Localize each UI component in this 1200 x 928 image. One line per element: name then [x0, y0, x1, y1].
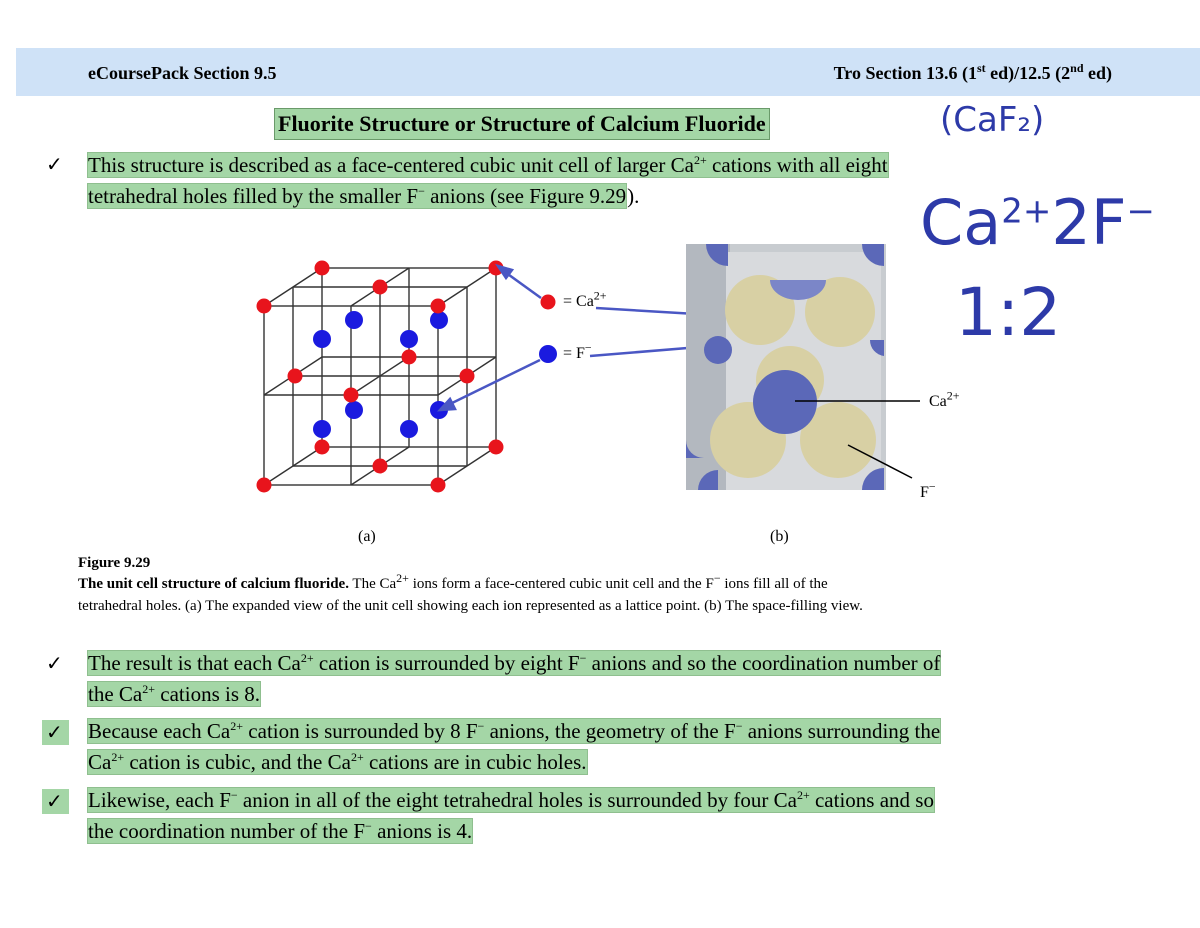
- legend-f-label: = F−: [563, 340, 592, 362]
- header-left-text: eCoursePack Section 9.5: [88, 63, 277, 83]
- bullet-3-text: Because each $Ca^{2+}$ cation is surrounded by 8 F− anions, the geometry of the F− anions surrounding the $Ca^{2+}$ cation is cubic, and the $Ca^{2+}$ cations are in cubic holes.: [88, 719, 941, 774]
- page-title: Fluorite Structure or Structure of Calcium Fluoride: [274, 108, 770, 140]
- b-label-f: F−: [920, 479, 936, 501]
- subfigure-a-label: (a): [358, 528, 376, 545]
- handwritten-formula-note: (CaF₂): [940, 100, 1045, 140]
- check-icon: ✓: [46, 653, 63, 675]
- caption-line-1: The unit cell structure of calcium fluoride. The $Ca^{2+}$ ions form a face-centered cubic unit cell and the F− ions fill all of the: [78, 571, 828, 592]
- check-icon: ✓: [42, 789, 69, 814]
- bullet-1-text: This structure is described as a face-centered cubic unit cell of larger $Ca^{2+}$ cations with all eight tetrahedral holes filled by the smaller F− anions (see Figure 9.29).: [88, 153, 888, 208]
- check-icon: ✓: [42, 720, 69, 745]
- subfigure-b-label: (b): [770, 528, 789, 545]
- b-label-ca: $Ca^{2+}$: [929, 388, 960, 410]
- legend-ca-label: = $Ca^{2+}$: [563, 288, 607, 310]
- figure-number: Figure 9.29: [78, 555, 151, 571]
- space-filling-cube: [686, 244, 886, 490]
- legend-f-dot: [539, 345, 557, 363]
- handwritten-ratio: 1:2: [955, 274, 1062, 351]
- header-right-text: Tro Section 13.6 (1st ed)/12.5 (2nd ed): [833, 61, 1112, 83]
- caption-line-2: tetrahedral holes. (a) The expanded view of the unit cell showing each ion represented as a lattice point. (b) The space-filling view.: [78, 598, 863, 614]
- check-icon: ✓: [46, 154, 63, 176]
- legend-ca-dot: [541, 295, 556, 310]
- handwritten-ions: $Ca^{2+}2F^-$: [920, 186, 1156, 259]
- bullet-2-text: The result is that each $Ca^{2+}$ cation is surrounded by eight F− anions and so the coordination number of the $Ca^{2+}$ cations is 8.: [88, 651, 941, 706]
- bullet-4-text: Likewise, each F− anion in all of the eight tetrahedral holes is surrounded by four $Ca^{2+}$ cations and so the coordination number of the F− anions is 4.: [88, 788, 934, 843]
